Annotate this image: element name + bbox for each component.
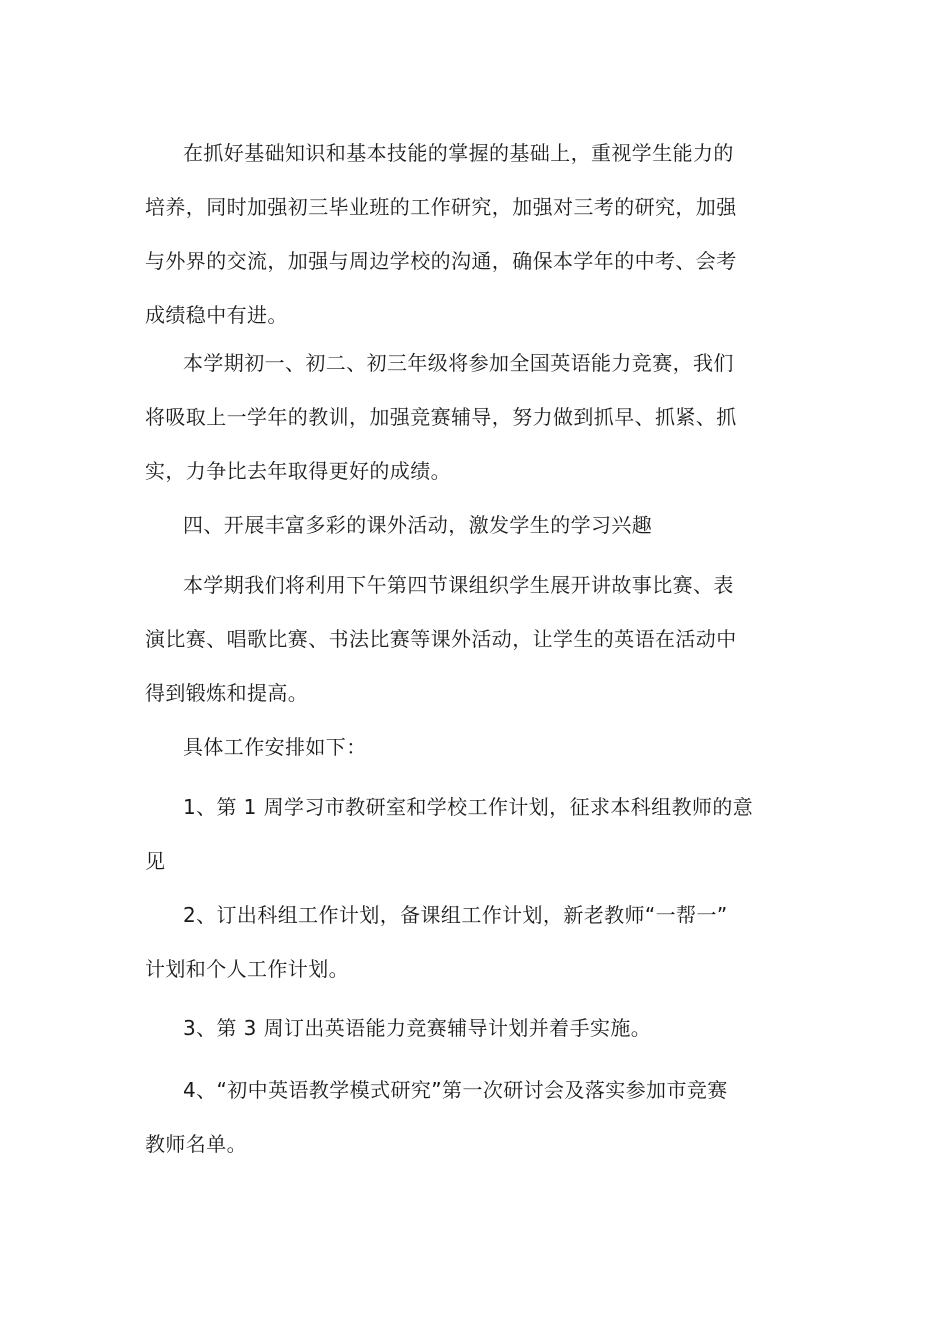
- text-line: 在抓好基础知识和基本技能的掌握的基础上，重视学生能力的: [183, 141, 734, 165]
- text-line: 3、第 3 周订出英语能力竞赛辅导计划并着手实施。: [183, 1016, 652, 1040]
- text-line: 演比赛、唱歌比赛、书法比赛等课外活动，让学生的英语在活动中: [145, 627, 737, 651]
- text-line: 2、订出科组工作计划，备课组工作计划，新老教师“一帮一”: [183, 903, 728, 927]
- schedule-item-2: [145, 888, 805, 996]
- text-line: 实，力争比去年取得更好的成绩。: [145, 459, 451, 483]
- text-line: 得到锻炼和提高。: [145, 681, 309, 705]
- text-line: 本学期初一、初二、初三年级将参加全国英语能力竞赛，我们: [183, 351, 734, 375]
- text-line: 教师名单。: [145, 1132, 247, 1156]
- text-line: 计划和个人工作计划。: [145, 957, 349, 981]
- paragraph-basics: [145, 126, 805, 342]
- schedule-item-3: [145, 1001, 805, 1055]
- text-line: 培养，同时加强初三毕业班的工作研究，加强对三考的研究，加强: [145, 195, 737, 219]
- text-line: 成绩稳中有进。: [145, 303, 288, 327]
- text-line: 见: [145, 849, 166, 873]
- paragraph-competition: [145, 336, 805, 498]
- text-line: 将吸取上一学年的教训，加强竞赛辅导，努力做到抓早、抓紧、抓: [145, 405, 737, 429]
- schedule-item-1: [145, 780, 805, 888]
- text-line: 与外界的交流，加强与周边学校的沟通，确保本学年的中考、会考: [145, 249, 737, 273]
- text-line: 本学期我们将利用下午第四节课组织学生展开讲故事比赛、表: [183, 573, 734, 597]
- text-line: 具体工作安排如下：: [183, 735, 367, 759]
- text-line: 四、开展丰富多彩的课外活动，激发学生的学习兴趣: [183, 513, 653, 537]
- paragraph-activities: [145, 558, 805, 720]
- section-heading: [145, 498, 805, 552]
- schedule-intro: [145, 720, 805, 774]
- text-line: 4、“初中英语教学模式研究”第一次研讨会及落实参加市竞赛: [183, 1078, 728, 1102]
- schedule-item-4: [145, 1063, 805, 1171]
- text-line: 1、第 1 周学习市教研室和学校工作计划，征求本科组教师的意: [183, 795, 754, 819]
